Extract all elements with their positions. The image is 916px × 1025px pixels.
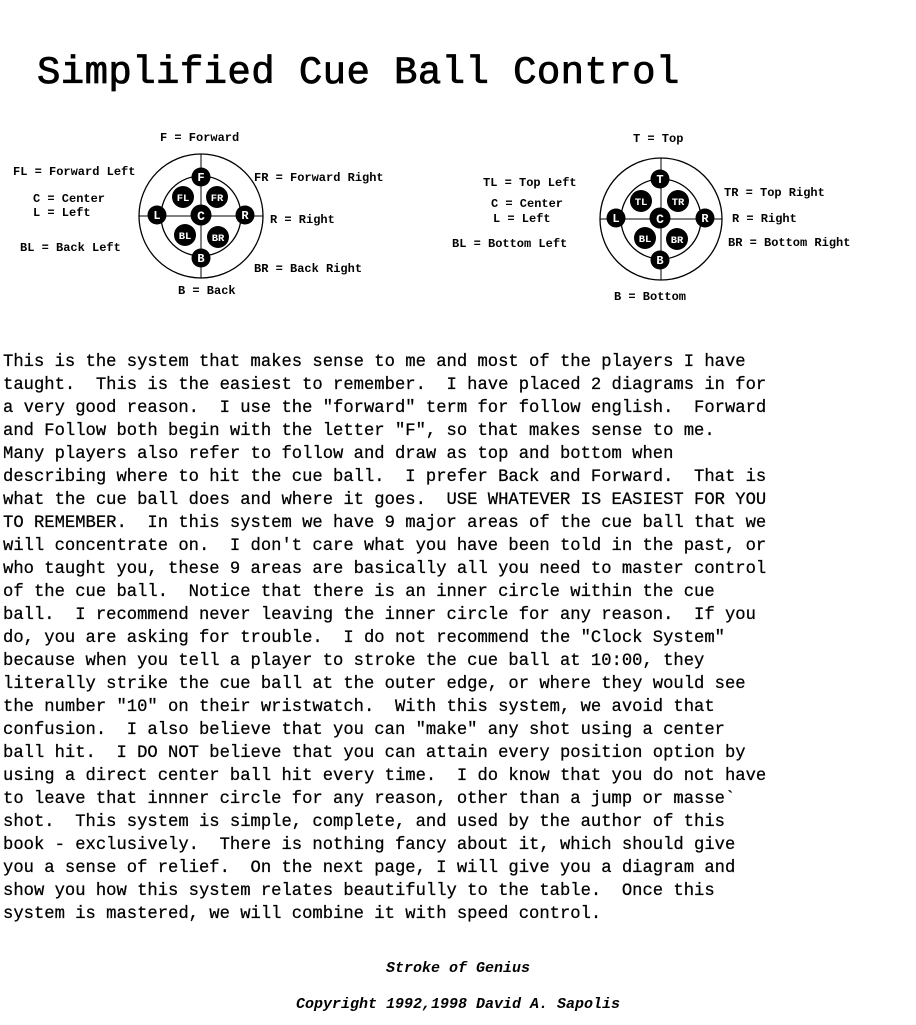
body-line: show you how this system relates beautifully to the table. Once this [3, 882, 715, 901]
ball-bottom [192, 249, 211, 268]
ball-bottom-label: B [656, 254, 664, 268]
ball-top-left-label: FL [176, 193, 190, 205]
label-forward-right: FR = Forward Right [254, 171, 384, 185]
body-line: ball hit. I DO NOT believe that you can attain every position option by [3, 744, 746, 763]
body-line: what the cue ball does and where it goes. USE WHATEVER IS EASIEST FOR YOU [3, 491, 767, 510]
label-back: B = Back [178, 284, 236, 298]
diagram-right [452, 132, 850, 304]
body-line: book - exclusively. There is nothing fancy about it, which should give [3, 836, 736, 855]
body-line: confusion. I also believe that you can "make" any shot using a center [3, 721, 725, 740]
ball-top-right [206, 186, 228, 208]
body-line: shot. This system is simple, complete, and used by the author of this [3, 813, 725, 832]
ball-bottom-left [634, 227, 656, 249]
ball-top-right-label: FR [210, 193, 224, 205]
ball-top [651, 170, 670, 189]
ball-bottom-left-label: BL [638, 234, 652, 246]
body-line: of the cue ball. Notice that there is an inner circle within the cue [3, 583, 715, 602]
label-bottom-left: BL = Bottom Left [452, 237, 568, 251]
body-line: This is the system that makes sense to me and most of the players I have [3, 353, 746, 372]
label-forward: F = Forward [160, 131, 240, 145]
page-title: Simplified Cue Ball Control [37, 51, 680, 95]
label-forward-left: FL = Forward Left [13, 165, 136, 179]
ball-left-label: L [153, 209, 161, 223]
label-top-right: TR = Top Right [724, 186, 825, 200]
ball-left [148, 206, 167, 225]
ball-bottom-right [666, 228, 688, 250]
body-line: taught. This is the easiest to remember. I have placed 2 diagrams in for [3, 376, 767, 395]
ball-center-label: C [197, 209, 205, 224]
copyright-notice: Copyright 1992,1998 David A. Sapolis [295, 996, 621, 1013]
label-bottom-right: BR = Bottom Right [728, 236, 851, 250]
body-text [3, 351, 913, 926]
body-line: will concentrate on. I don't care what you have been told in the past, or [3, 537, 767, 556]
label-center: C = Center [491, 197, 564, 211]
ball-bottom-right [207, 226, 229, 248]
ball-right [696, 209, 715, 228]
body-line: you a sense of relief. On the next page, I will give you a diagram and [3, 859, 736, 878]
body-line: using a direct center ball hit every time. I do know that you do not have [3, 767, 767, 786]
ball-right-label: R [241, 209, 249, 223]
ball-center [650, 208, 671, 229]
label-back-left: BL = Back Left [20, 241, 121, 255]
cue-ball-diagrams [0, 118, 916, 308]
body-line: system is mastered, we will combine it with speed control. [3, 905, 602, 924]
label-bottom: B = Bottom [614, 290, 687, 304]
body-line: describing where to hit the cue ball. I prefer Back and Forward. That is [3, 468, 767, 487]
ball-left-label: L [612, 212, 620, 226]
ball-top-label: T [656, 173, 664, 187]
label-left: L = Left [33, 206, 91, 220]
ball-bottom-label: B [197, 252, 205, 266]
body-line: TO REMEMBER. In this system we have 9 major areas of the cue ball that we [3, 514, 767, 533]
ball-bottom-left-label: BL [178, 231, 192, 243]
label-left: L = Left [493, 212, 551, 226]
ball-top [192, 168, 211, 187]
ball-bottom-right-label: BR [211, 233, 225, 245]
ball-top-left-label: TL [634, 197, 648, 209]
ball-bottom-left [174, 224, 196, 246]
label-right: R = Right [732, 212, 797, 226]
ball-center [191, 205, 212, 226]
ball-top-right [667, 190, 689, 212]
label-top-left: TL = Top Left [483, 176, 577, 190]
label-top: T = Top [633, 132, 684, 146]
ball-top-left [172, 186, 194, 208]
body-line: and Follow both begin with the letter "F", so that makes sense to me. [3, 422, 715, 441]
body-line: because when you tell a player to stroke the cue ball at 10:00, they [3, 652, 705, 671]
ball-center-label: C [656, 212, 664, 227]
ball-bottom [651, 251, 670, 270]
diagram-left [13, 131, 384, 298]
ball-top-right-label: TR [671, 197, 685, 209]
ball-bottom-right-label: BR [670, 235, 684, 247]
body-line: the number "10" on their wristwatch. With this system, we avoid that [3, 698, 715, 717]
label-back-right: BR = Back Right [254, 262, 363, 276]
ball-top-left [630, 190, 652, 212]
label-center: C = Center [33, 192, 106, 206]
body-line: Many players also refer to follow and draw as top and bottom when [3, 445, 674, 464]
body-line: literally strike the cue ball at the outer edge, or where they would see [3, 675, 746, 694]
book-title: Stroke of Genius [385, 960, 531, 977]
body-line: a very good reason. I use the "forward" term for follow english. Forward [3, 399, 767, 418]
label-right: R = Right [270, 213, 335, 227]
body-line: ball. I recommend never leaving the inner circle for any reason. If you [3, 606, 756, 625]
body-line: do, you are asking for trouble. I do not recommend the "Clock System" [3, 629, 725, 648]
body-line: to leave that innner circle for any reason, other than a jump or masse` [3, 790, 736, 809]
ball-right-label: R [701, 212, 709, 226]
body-line: who taught you, these 9 areas are basically all you need to master control [3, 560, 767, 579]
ball-top-label: F [197, 171, 205, 185]
ball-left [607, 209, 626, 228]
ball-right [236, 206, 255, 225]
